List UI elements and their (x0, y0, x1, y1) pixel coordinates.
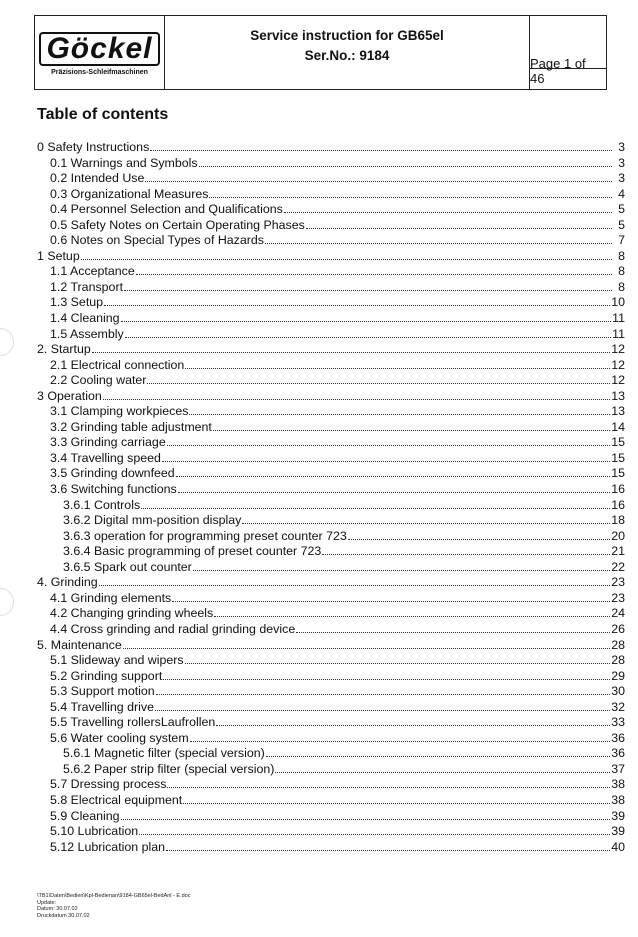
toc-entry[interactable] (37, 761, 625, 777)
serial-number: Ser.No.: 9184 (304, 48, 390, 63)
toc-dot-leader (166, 839, 610, 851)
toc-entry[interactable] (37, 419, 625, 435)
toc-entry-page: 16 (611, 482, 625, 497)
toc-dot-leader (189, 403, 610, 415)
toc-entry[interactable] (37, 263, 625, 279)
toc-entry[interactable] (37, 839, 625, 855)
header-title-box (165, 16, 530, 89)
toc-entry[interactable] (37, 543, 625, 559)
toc-entry-title: 1 Setup (37, 248, 80, 263)
toc-dot-leader (275, 761, 610, 773)
toc-dot-leader (176, 465, 611, 477)
toc-entry-page: 13 (611, 404, 625, 419)
toc-dot-leader (216, 714, 610, 726)
toc-dot-leader (81, 248, 612, 260)
toc-entry-page: 28 (611, 653, 625, 668)
toc-entry-page: 26 (611, 621, 625, 636)
toc-entry-title: 3.4 Travelling speed (50, 450, 161, 465)
toc-entry-page: 20 (611, 528, 625, 543)
toc-entry-page: 12 (611, 357, 625, 372)
toc-entry-page: 12 (611, 373, 625, 388)
toc-entry[interactable] (37, 326, 625, 342)
toc-dot-leader (214, 605, 610, 617)
toc-entry-title: 0.3 Organizational Measures (50, 186, 209, 201)
toc-entry-page: 23 (611, 575, 625, 590)
toc-dot-leader (306, 217, 612, 229)
toc-entry[interactable] (37, 823, 625, 839)
toc-entry[interactable] (37, 699, 625, 715)
toc-entry-title: 4.1 Grinding elements (50, 590, 172, 605)
punch-hole-bottom (0, 588, 14, 616)
toc-entry[interactable] (37, 528, 625, 544)
toc-entry-page: 5 (618, 217, 625, 232)
toc-entry-page: 22 (611, 559, 625, 574)
toc-entry[interactable] (37, 155, 625, 171)
toc-entry-title: 3.2 Grinding table adjustment (50, 419, 212, 434)
toc-entry-title: 2. Startup (37, 342, 91, 357)
toc-entry-page: 7 (618, 233, 625, 248)
toc-dot-leader (121, 310, 612, 322)
logo-subtitle: Präzisions-Schleifmaschinen (51, 68, 148, 76)
toc-dot-leader (213, 419, 610, 431)
toc-dot-leader (123, 637, 610, 649)
toc-entry[interactable] (37, 714, 625, 730)
toc-entry-title: 1.3 Setup (50, 295, 104, 310)
toc-dot-leader (162, 450, 610, 462)
page-number: Page 1 of 46 (530, 56, 586, 86)
toc-entry[interactable] (37, 683, 625, 699)
logo-box (35, 16, 165, 89)
toc-entry[interactable] (37, 357, 625, 373)
toc-entry-title: 2.1 Electrical connection (50, 357, 185, 372)
toc-dot-leader (265, 232, 612, 244)
toc-entry-title: 0.1 Warnings and Symbols (50, 155, 198, 170)
punch-hole-top (0, 328, 14, 356)
toc-entry-title: 3.6.4 Basic programming of preset counter 723 (63, 544, 322, 559)
toc-entry[interactable] (37, 497, 625, 513)
toc-dot-leader (348, 528, 610, 540)
toc-entry-title: 5.10 Lubrication (50, 824, 139, 839)
toc-entry-page: 3 (618, 171, 625, 186)
toc-entry-title: 1.4 Cleaning (50, 311, 120, 326)
toc-entry-page: 39 (611, 808, 625, 823)
toc-dot-leader (199, 155, 612, 167)
toc-entry[interactable] (37, 808, 625, 824)
toc-entry[interactable] (37, 139, 625, 155)
toc-dot-leader (167, 776, 610, 788)
toc-dot-leader (183, 792, 610, 804)
toc-entry-title: 4.2 Changing grinding wheels (50, 606, 214, 621)
toc-dot-leader (322, 543, 610, 555)
toc-entry-page: 30 (611, 684, 625, 699)
toc-entry[interactable] (37, 792, 625, 808)
toc-dot-leader (147, 372, 610, 384)
toc-entry-page: 38 (611, 777, 625, 792)
toc-entry-title: 1.5 Assembly (50, 326, 124, 341)
toc-entry-page: 29 (611, 668, 625, 683)
toc-entry-page: 4 (618, 186, 625, 201)
toc-entry[interactable] (37, 574, 625, 590)
toc-entry-title: 5. Maintenance (37, 637, 122, 652)
toc-entry-page: 13 (611, 388, 625, 403)
toc-entry-title: 5.4 Travelling drive (50, 699, 154, 714)
toc-entry[interactable] (37, 294, 625, 310)
toc-entry[interactable] (37, 388, 625, 404)
toc-dot-leader (242, 512, 610, 524)
toc-entry-title: 1.2 Transport (50, 279, 124, 294)
toc-entry-title: 5.3 Support motion (50, 684, 155, 699)
toc-entry[interactable] (37, 170, 625, 186)
toc-dot-leader (150, 139, 612, 151)
toc-entry-title: 5.6.1 Magnetic filter (special version) (63, 746, 265, 761)
toc-entry-page: 15 (611, 466, 625, 481)
toc-entry-page: 15 (611, 435, 625, 450)
footer-print-date: Druckdatum 30.07.02 (37, 912, 90, 919)
toc-entry-page: 40 (611, 839, 625, 854)
toc-entry-page: 14 (611, 419, 625, 434)
toc-dot-leader (209, 186, 612, 198)
toc-dot-leader (136, 263, 612, 275)
toc-entry-title: 3.6.5 Spark out counter (63, 559, 192, 574)
toc-entry-title: 3.1 Clamping workpieces (50, 404, 189, 419)
toc-entry-title: 5.6 Water cooling system (50, 730, 189, 745)
toc-entry-page: 10 (611, 295, 625, 310)
toc-entry-page: 21 (611, 544, 625, 559)
toc-entry-title: 3 Operation (37, 388, 102, 403)
toc-entry-title: 3.3 Grinding carriage (50, 435, 166, 450)
toc-dot-leader (163, 668, 610, 680)
toc-entry[interactable] (37, 590, 625, 606)
toc-dot-leader (190, 730, 611, 742)
toc-entry[interactable] (37, 512, 625, 528)
toc-entry-page: 12 (611, 342, 625, 357)
toc-entry-title: 5.1 Slideway and wipers (50, 653, 184, 668)
toc-entry-title: 5.12 Lubrication plan (50, 839, 166, 854)
toc-entry[interactable] (37, 403, 625, 419)
toc-entry-title: 0 Safety Instructions (37, 140, 150, 154)
toc-entry-title: 5.9 Cleaning (50, 808, 120, 823)
toc-entry-page: 23 (611, 590, 625, 605)
toc-entry-page: 8 (618, 279, 625, 294)
toc-entry-title: 0.2 Intended Use (50, 171, 145, 186)
toc-entry-page: 3 (618, 140, 625, 154)
toc-entry-page: 39 (611, 824, 625, 839)
footer-date: Datum: 30.07.02 (37, 906, 78, 912)
toc-dot-leader (92, 341, 610, 353)
toc-heading: Table of contents (37, 106, 169, 123)
footer-file-path: \TB1\Daten\Bedien\Kpl-Bedienan\9184-GB65el-BedAnl - E.doc (37, 893, 191, 899)
toc-dot-leader (266, 745, 610, 757)
toc-entry-title: 5.5 Travelling rollersLaufrollen (50, 715, 216, 730)
toc-entry[interactable] (37, 652, 625, 668)
toc-entry[interactable] (37, 279, 625, 295)
toc-entry-page: 18 (611, 513, 625, 528)
toc-entry-title: 5.2 Grinding support (50, 668, 163, 683)
toc-entry-title: 3.6.1 Controls (63, 497, 141, 512)
toc-entry[interactable] (37, 776, 625, 792)
toc-entry-title: 0.5 Safety Notes on Certain Operating Phases (50, 217, 305, 232)
toc-dot-leader (185, 652, 611, 664)
company-logo: Göckel (39, 32, 159, 66)
toc-entry-title: 0.6 Notes on Special Types of Hazards (50, 233, 264, 248)
toc-entry-page: 32 (611, 699, 625, 714)
toc-entry[interactable] (37, 481, 625, 497)
toc-entry-page: 33 (611, 715, 625, 730)
toc-entry[interactable] (37, 621, 625, 637)
footer-update: Update: (37, 899, 57, 906)
toc-entry-page: 16 (611, 497, 625, 512)
toc-entry[interactable] (37, 465, 625, 481)
document-footer (37, 893, 190, 919)
toc-dot-leader (104, 294, 610, 306)
table-of-contents (37, 139, 625, 854)
toc-dot-leader (155, 699, 610, 711)
toc-entry[interactable] (37, 668, 625, 684)
toc-dot-leader (125, 326, 611, 338)
toc-entry[interactable] (37, 450, 625, 466)
document-header (34, 15, 607, 90)
toc-entry-title: 5.7 Dressing process (50, 777, 167, 792)
toc-dot-leader (167, 434, 610, 446)
toc-entry[interactable] (37, 248, 625, 264)
toc-dot-leader (178, 481, 610, 493)
toc-dot-leader (193, 559, 610, 571)
toc-dot-leader (296, 621, 610, 633)
toc-entry-page: 37 (611, 761, 625, 776)
toc-entry-page: 36 (611, 746, 625, 761)
toc-entry-title: 4. Grinding (37, 575, 98, 590)
toc-dot-leader (99, 574, 611, 586)
toc-entry-page: 5 (618, 202, 625, 217)
toc-entry[interactable] (37, 730, 625, 746)
toc-entry[interactable] (37, 186, 625, 202)
toc-entry-title: 4.4 Cross grinding and radial grinding device (50, 621, 296, 636)
toc-entry-title: 3.6.2 Digital mm-position display (63, 513, 242, 528)
toc-entry[interactable] (37, 217, 625, 233)
toc-entry[interactable] (37, 434, 625, 450)
toc-entry-page: 15 (611, 450, 625, 465)
toc-entry[interactable] (37, 310, 625, 326)
toc-entry[interactable] (37, 201, 625, 217)
toc-entry[interactable] (37, 637, 625, 653)
toc-entry-title: 0.4 Personnel Selection and Qualifications (50, 202, 283, 217)
toc-entry-title: 3.6 Switching functions (50, 482, 177, 497)
toc-dot-leader (284, 201, 612, 213)
toc-entry-title: 5.6.2 Paper strip filter (special version) (63, 761, 275, 776)
toc-entry[interactable] (37, 232, 625, 248)
toc-entry-title: 3.5 Grinding downfeed (50, 466, 175, 481)
toc-entry-page: 38 (611, 792, 625, 807)
toc-dot-leader (172, 590, 610, 602)
toc-entry-title: 3.6.3 operation for programming preset counter 723 (63, 528, 347, 543)
toc-entry-page: 8 (618, 264, 625, 279)
toc-entry-title: 5.8 Electrical equipment (50, 792, 183, 807)
toc-entry[interactable] (37, 341, 625, 357)
toc-entry[interactable] (37, 745, 625, 761)
toc-dot-leader (185, 357, 610, 369)
toc-entry[interactable] (37, 605, 625, 621)
page-info-box (530, 16, 606, 89)
toc-entry-page: 11 (612, 326, 625, 341)
toc-entry-page: 11 (612, 311, 625, 326)
toc-entry-page: 3 (618, 155, 625, 170)
toc-entry-page: 8 (618, 248, 625, 263)
toc-dot-leader (139, 823, 610, 835)
toc-entry[interactable] (37, 372, 625, 388)
toc-dot-leader (103, 388, 610, 400)
toc-dot-leader (145, 170, 612, 182)
toc-entry-page: 36 (611, 730, 625, 745)
document-title: Service instruction for GB65el (250, 28, 444, 43)
toc-dot-leader (121, 808, 611, 820)
toc-entry[interactable] (37, 559, 625, 575)
toc-entry-page: 28 (611, 637, 625, 652)
toc-entry-title: 1.1 Acceptance (50, 264, 135, 279)
toc-dot-leader (141, 497, 610, 509)
toc-entry-page: 24 (611, 606, 625, 621)
toc-dot-leader (124, 279, 612, 291)
toc-entry-title: 2.2 Cooling water (50, 373, 147, 388)
toc-dot-leader (156, 683, 611, 695)
